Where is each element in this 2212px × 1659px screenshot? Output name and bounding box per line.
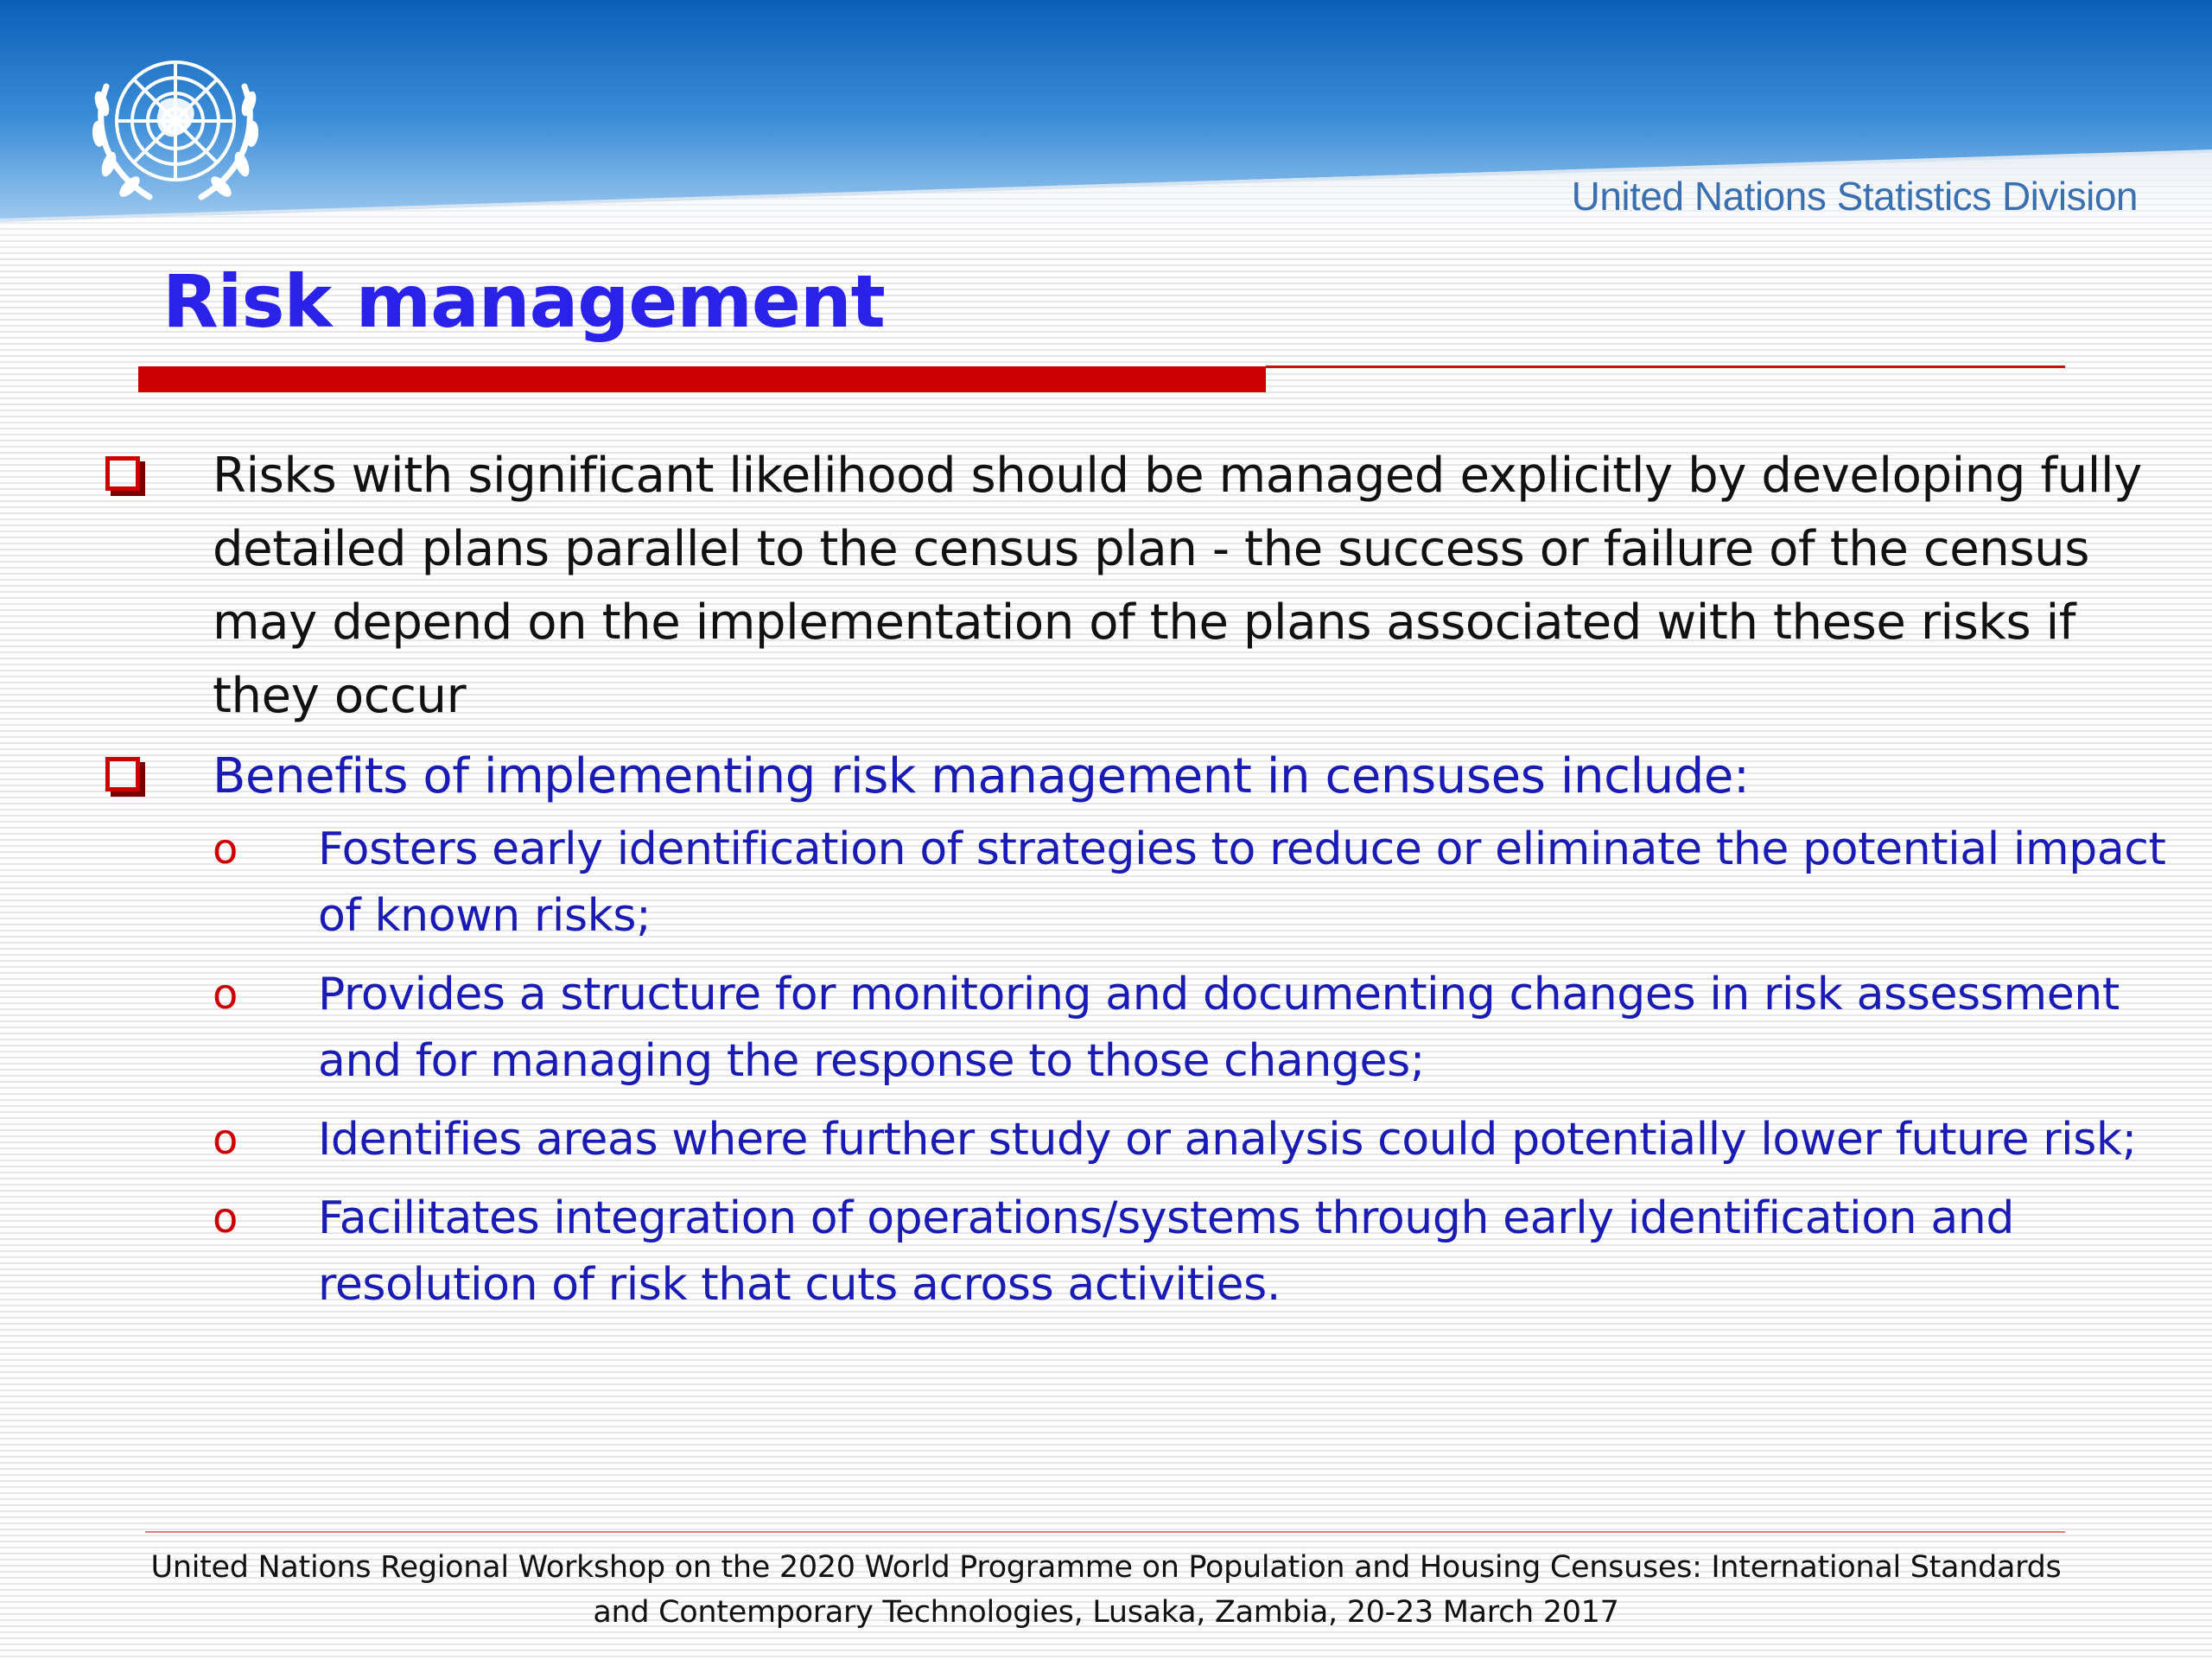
- sub-item-text: Provides a structure for monitoring and documenting changes in risk assessment and for managing the response to those changes;: [318, 969, 2120, 1087]
- bullet-item: [102, 740, 2176, 813]
- footer-divider: [145, 1531, 2065, 1533]
- sub-list-item: [213, 817, 2176, 950]
- square-bullet-icon: [105, 757, 140, 791]
- un-emblem-icon: [67, 26, 283, 220]
- circle-bullet-marker: o: [213, 1116, 238, 1164]
- footer-line-2: and Contemporary Technologies, Lusaka, Zambia, 20-23 March 2017: [593, 1595, 1619, 1630]
- footer: [104, 1545, 2108, 1635]
- title-rule-thin: [1266, 365, 2065, 368]
- footer-line-1: United Nations Regional Workshop on the 2020 World Programme on Population and Housing Censuses: International Standards: [150, 1550, 2062, 1585]
- sub-list-item: [213, 1185, 2176, 1319]
- title-rule-thick: [138, 366, 1266, 392]
- sub-item-text: Identifies areas where further study or analysis could potentially lower future risk;: [318, 1114, 2137, 1166]
- bullet-text: Risks with significant likelihood should be managed explicitly by developing fully detailed plans parallel to the census plan - the success or failure of the census may depend on the implementation of the plans associated with these risks if they occur: [213, 448, 2142, 724]
- sub-item-text: Fosters early identification of strategies to reduce or eliminate the potential impact of known risks;: [318, 823, 2166, 942]
- slide-content: [102, 439, 2176, 1331]
- bullet-text: Benefits of implementing risk management in censuses include:: [213, 748, 1750, 804]
- sub-list-item: [213, 1107, 2176, 1173]
- sub-item-text: Facilitates integration of operations/systems through early identification and resolution of risk that cuts across activities.: [318, 1192, 2014, 1311]
- square-bullet-icon: [105, 456, 140, 491]
- circle-bullet-marker: o: [213, 970, 238, 1019]
- circle-bullet-marker: o: [213, 1194, 238, 1243]
- sub-list: [102, 817, 2176, 1319]
- circle-bullet-marker: o: [213, 825, 238, 874]
- sub-list-item: [213, 962, 2176, 1095]
- organization-name: United Nations Statistics Division: [1571, 174, 2138, 219]
- page-title: Risk management: [162, 259, 885, 344]
- bullet-item: [102, 439, 2176, 733]
- header-band: [0, 0, 2212, 259]
